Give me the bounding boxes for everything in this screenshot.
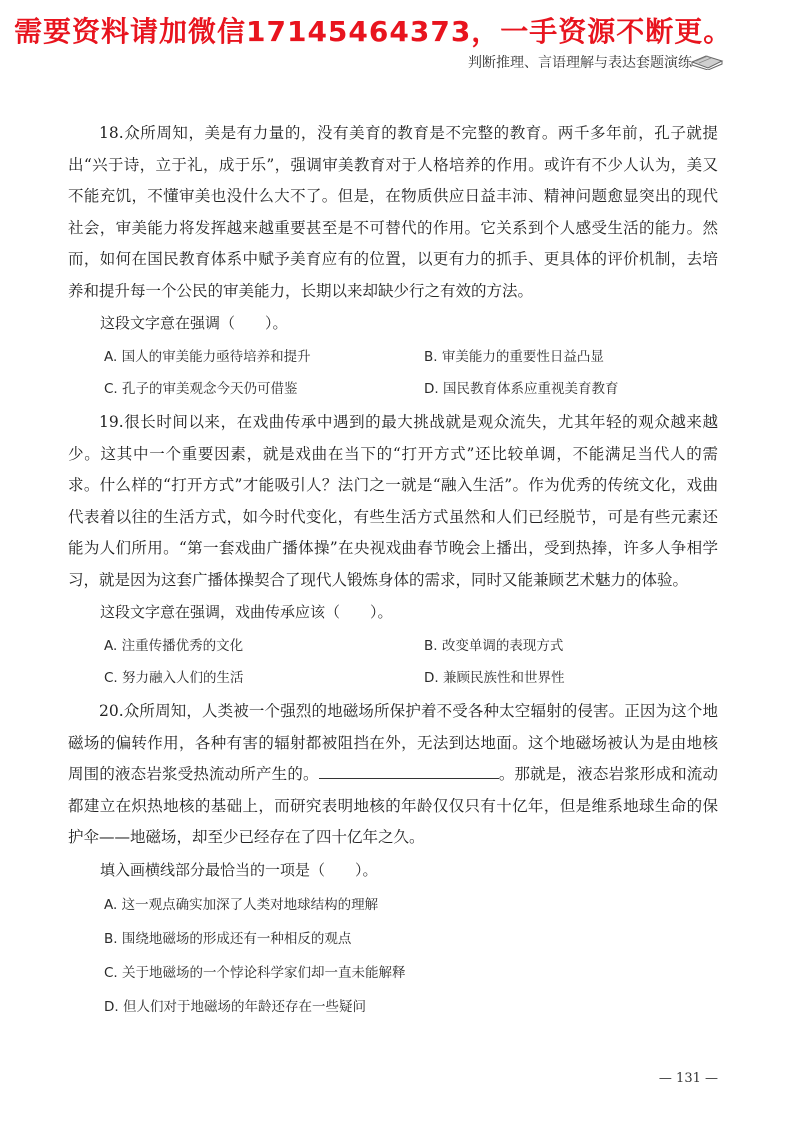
question-stem: 填入画横线部分最恰当的一项是（ ）。 — [100, 860, 378, 879]
question-20 — [68, 696, 718, 1024]
question-text — [68, 696, 718, 854]
question-text: 19.很长时间以来，在戏曲传承中遇到的最大挑战就是观众流失，尤其年轻的观众越来越少。这其中一个重要因素，就是戏曲在当下的“打开方式”还比较单调，不能满足当代人的需求。什么样的“打开方式”才能吸引人？法门之一就是“融入生活”。作为优秀的传统文化，戏曲代表着以往的生活方式，如今时代变化，有些生活方式虽然和人们已经脱节，可是有些元素还能为人们所用。“第一套戏曲广播体操”在央视戏曲春节晚会上播出，受到热捧，许多人争相学习，就是因为这套广播体操契合了现代人锻炼身体的需求，同时又能兼顾艺术魅力的体验。 — [68, 413, 718, 589]
options — [104, 341, 718, 405]
question-19 — [68, 407, 718, 694]
option-d: D. 兼顾民族性和世界性 — [424, 670, 565, 686]
option-c: C. 关于地磁场的一个悖论科学家们却一直未能解释 — [104, 964, 406, 981]
options — [104, 630, 718, 694]
option-d: D. 但人们对于地磁场的年龄还存在一些疑问 — [104, 998, 366, 1015]
option-b: B. 围绕地磁场的形成还有一种相反的观点 — [104, 930, 352, 947]
running-header: 判断推理、言语理解与表达套题演练 — [468, 55, 692, 71]
question-text-after: 。那就是，液态岩浆形成和流动都建立在炽热地核的基础上，而研究表明地核的年龄仅仅只有十亿年，但是维系地球生命的保护伞——地磁场，却至少已经存在了四十亿年之久。 — [68, 765, 718, 846]
option-d: D. 国民教育体系应重视美育教育 — [424, 381, 619, 397]
options — [68, 888, 718, 1024]
option-a: A. 注重传播优秀的文化 — [104, 638, 244, 654]
answer-blank — [319, 760, 499, 779]
question-stem: 这段文字意在强调，戏曲传承应该（ ）。 — [100, 603, 393, 621]
question-18 — [68, 118, 718, 405]
page-number: — 131 — — [658, 1071, 718, 1086]
option-b: B. 审美能力的重要性日益凸显 — [424, 349, 604, 365]
page-content — [68, 118, 718, 1026]
option-b: B. 改变单调的表现方式 — [424, 638, 564, 654]
option-a: A. 这一观点确实加深了人类对地球结构的理解 — [104, 896, 379, 913]
contact-banner: 需要资料请加微信17145464373，一手资源不断更。 — [14, 15, 733, 48]
book-icon — [690, 48, 724, 70]
option-c: C. 努力融入人们的生活 — [104, 670, 244, 686]
option-c: C. 孔子的审美观念今天仍可借鉴 — [104, 381, 298, 397]
option-a: A. 国人的审美能力亟待培养和提升 — [104, 349, 311, 365]
question-text-before: 20.众所周知，人类被一个强烈的地磁场所保护着不受各种太空辐射的侵害。正因为这个地磁场的偏转作用，各种有害的辐射都被阻挡在外，无法到达地面。这个地磁场被认为是由地核周围的液态岩浆受热流动所产生的。 — [68, 702, 718, 783]
question-text: 18.众所周知，美是有力量的，没有美育的教育是不完整的教育。两千多年前，孔子就提出“兴于诗，立于礼，成于乐”，强调审美教育对于人格培养的作用。或许有不少人认为，美又不能充饥，不懂审美也没什么大不了。但是，在物质供应日益丰沛、精神问题愈显突出的现代社会，审美能力将发挥越来越重要甚至是不可替代的作用。它关系到个人感受生活的能力。然而，如何在国民教育体系中赋予美育应有的位置，以更有力的抓手、更具体的评价机制，去培养和提升每一个公民的审美能力，长期以来却缺少行之有效的方法。 — [68, 124, 718, 300]
question-stem: 这段文字意在强调（ ）。 — [100, 314, 288, 332]
